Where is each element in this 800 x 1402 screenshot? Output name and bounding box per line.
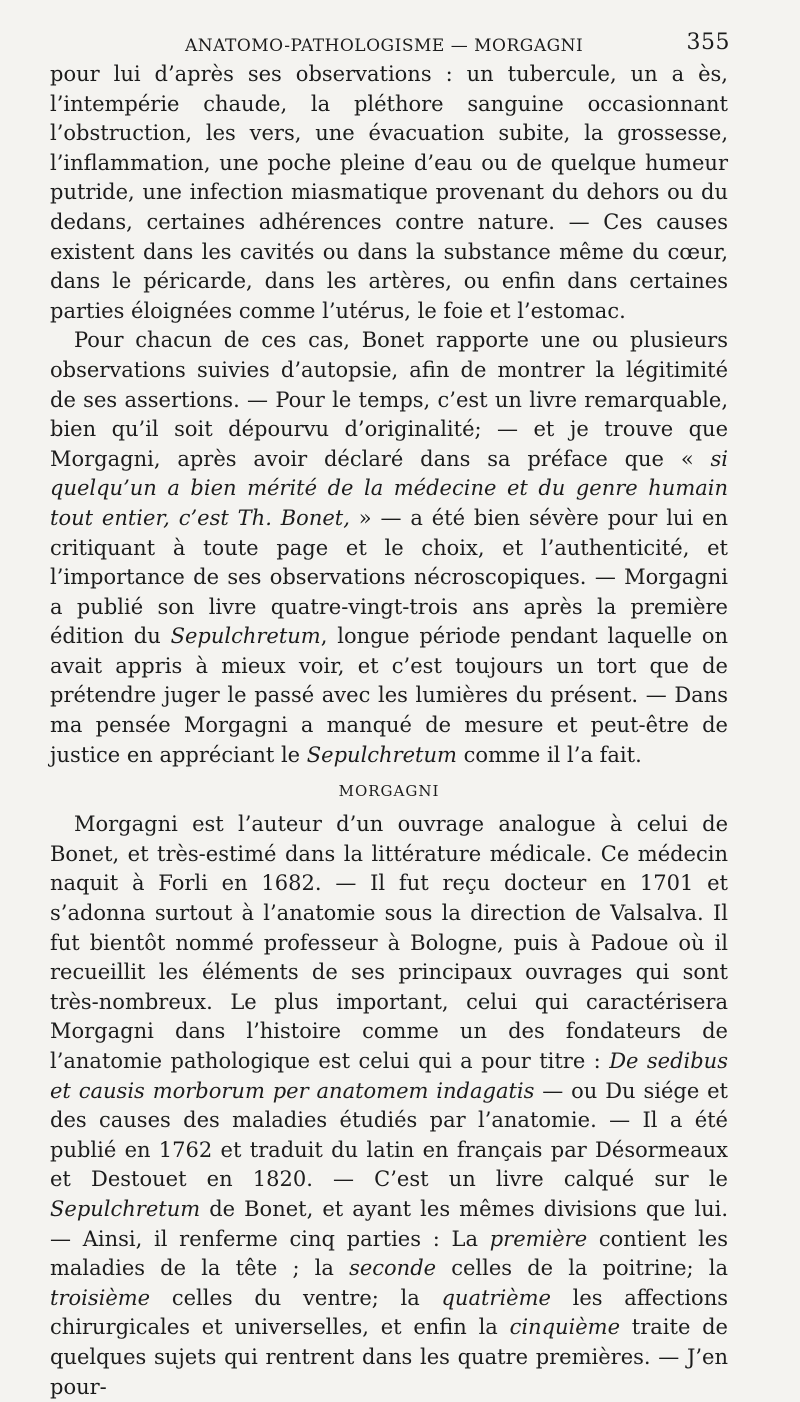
italic-title: Sepulchretum [306, 742, 457, 767]
paragraph-bonet-observations [50, 326, 728, 770]
italic-word: première [489, 1226, 588, 1251]
paragraph-morgagni [50, 810, 728, 1402]
running-head [50, 30, 728, 60]
italic-title: Sepulchretum [170, 624, 321, 649]
text-run: contient les maladies de la tête ; la [50, 1226, 729, 1281]
text-run: les affections chirurgicales et universelles, et enfin la [50, 1285, 728, 1340]
paragraph-continuation: pour lui d’après ses observations : un tubercule, un a ès, l’intempérie chaude, la pléthore sanguine occasionnant l’obstruction, les vers, une évacuation subite, la grossesse, l’inflammation, une poche pleine d’eau ou de quelque humeur putride, une infection miasmatique provenant du dehors ou du dedans, certaines adhérences contre nature. — Ces causes existent dans les cavités ou dans la substance même du cœur, dans le péricarde, dans les artères, ou enfin dans certaines parties éloignées comme l’utérus, le foie et l’estomac. [50, 62, 728, 323]
text-run: comme il l’a fait. [456, 742, 642, 767]
italic-quote: si quelqu’un a bien mérité de la médecine et du genre humain tout entier, c’est Th. Bonet, [50, 446, 728, 530]
italic-word: quatrième [441, 1285, 551, 1310]
italic-title: Sepulchretum [50, 1196, 201, 1221]
italic-word: cinquième [509, 1315, 621, 1340]
text-run: de Bonet, et ayant les mêmes divisions que lui. — Ainsi, il renferme cinq parties : La [50, 1196, 728, 1251]
text-run: Pour chacun de ces cas, Bonet rapporte une ou plusieurs observations suivies d’autopsie, afin de montrer la légitimité de ses assertions. — Pour le temps, c’est un livre remarquable, bien qu’il soit dépourvu d’originalité; — et je trouve que Morgagni, après avoir déclaré dans sa préface que « [50, 328, 728, 471]
text-run: traite de quelques sujets qui rentrent dans les quatre premières. — J’en pour- [50, 1315, 728, 1399]
page-number: 355 [686, 30, 730, 55]
body-text [50, 60, 728, 1402]
italic-title: De sedibus et causis morborum per anatomem indagatis [50, 1049, 728, 1103]
text-run: Morgagni est l’auteur d’un ouvrage analogue à celui de Bonet, et très-estimé dans la littérature médicale. Ce médecin naquit à Forli en 1682. — Il fut reçu docteur en 1701 et s’adonna surtout à l’anatomie sous la direction de Valsalva. Il fut bientôt nommé professeur à Bologne, puis à Padoue où il recueillit les éléments de ses principaux ouvrages qui sont très-nombreux. Le plus important, celui qui caractérisera Morgagni dans l’histoire comme un des fondateurs de l’anatomie pathologique est celui qui a pour titre : [50, 812, 728, 1073]
text-run: » — a été bien sévère pour lui en critiquant à toute page et le choix, et l’authenticité, et l’importance de ses observations nécroscopiques. — Morgagni a publié son livre quatre-vingt-trois ans après la première édition du [50, 505, 728, 649]
text-run: celles de la poitrine; la [436, 1256, 728, 1281]
italic-word: troisième [50, 1285, 151, 1310]
text-run: celles du ventre; la [150, 1285, 442, 1310]
italic-word: seconde [349, 1256, 437, 1281]
running-title: ANATOMO-PATHOLOGISME — MORGAGNI [185, 36, 584, 56]
text-run: , longue période pendant laquelle on avait appris à mieux voir, et c’est toujours un tort que de prétendre juger le passé avec les lumières du présent. — Dans ma pensée Morgagni a manqué de mesure et peut-être de justice en appréciant le [50, 624, 729, 767]
text-run: — ou Du siége et des causes des maladies étudiés par l’anatomie. — Il a été publié en 1762 et traduit du latin en français par Désormeaux et Destouet en 1820. — C’est un livre calqué sur le [50, 1078, 728, 1192]
section-heading: MORGAGNI [338, 782, 440, 801]
